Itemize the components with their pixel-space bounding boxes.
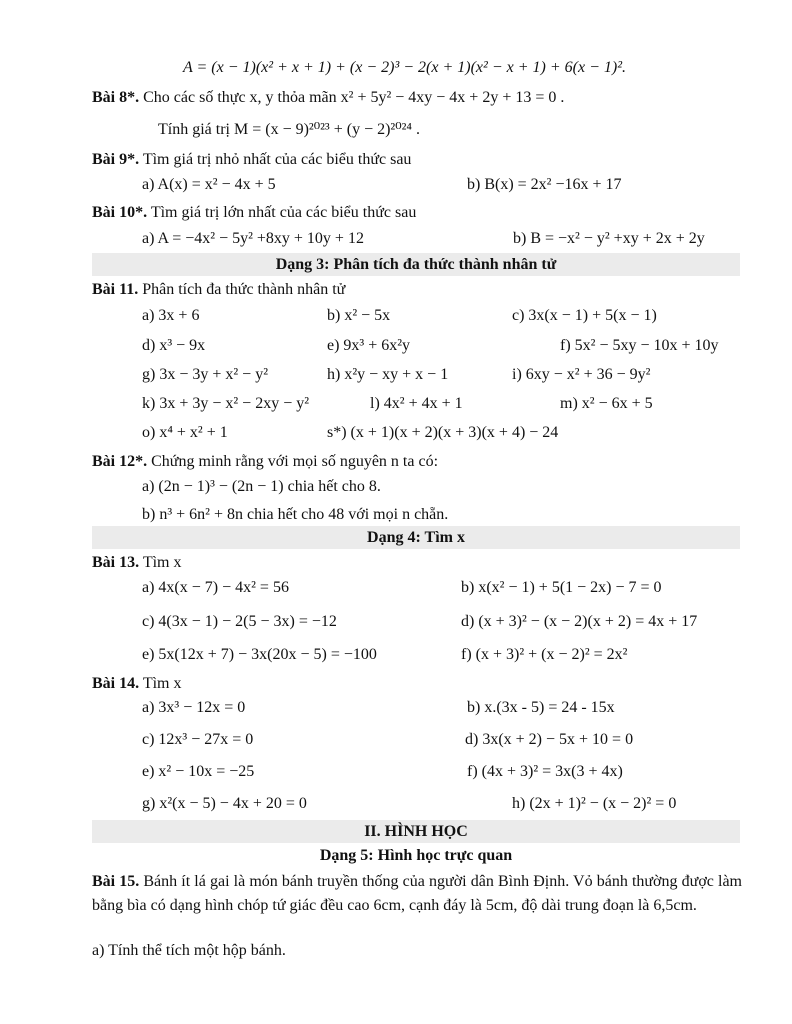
exercise-9 — [92, 150, 411, 170]
section-heading-dang-4: Dạng 4: Tìm x — [92, 526, 740, 549]
item-a: a) A(x) = x² − 4x + 5 — [142, 176, 276, 193]
item: g) x²(x − 5) − 4x + 20 = 0 — [142, 795, 307, 812]
item: e) x² − 10x = −25 — [142, 763, 255, 780]
exercise-12 — [92, 452, 438, 472]
exercise-label: Bài 8*. — [92, 89, 140, 106]
exercise-text: Bánh ít lá gai là món bánh truyền thống của người dân Bình Định. Vỏ bánh thường được làm bằng bìa có dạng hình chóp tứ giác đều cao 6cm, cạnh đáy là 5cm, độ dài trung đoạn là 6,5cm. — [92, 873, 742, 914]
item: d) 3x(x + 2) − 5x + 10 = 0 — [465, 731, 634, 748]
item: b) x² − 5x — [327, 307, 391, 324]
item-b: b) n³ + 6n² + 8n chia hết cho 48 với mọi n chẵn. — [142, 506, 449, 523]
item-a: a) (2n − 1)³ − (2n − 1) chia hết cho 8. — [142, 478, 381, 495]
exercise-text: Cho các số thực x, y thỏa mãn x² + 5y² − 4xy − 4x + 2y + 13 = 0 . — [139, 89, 565, 106]
exercise-label: Bài 15. — [92, 873, 140, 890]
item: i) 6xy − x² + 36 − 9y² — [512, 366, 651, 383]
item: c) 12x³ − 27x = 0 — [142, 731, 254, 748]
item: m) x² − 6x + 5 — [560, 395, 653, 412]
exercise-text: Phân tích đa thức thành nhân tử — [138, 281, 346, 298]
item: k) 3x + 3y − x² − 2xy − y² — [142, 395, 310, 412]
exercise-text: Tìm x — [139, 675, 182, 692]
section-heading-hinh-hoc: II. HÌNH HỌC — [92, 820, 740, 843]
item: f) (x + 3)² + (x − 2)² = 2x² — [461, 646, 628, 663]
section-heading-dang-5: Dạng 5: Hình học trực quan — [92, 844, 740, 867]
exercise-label: Bài 10*. — [92, 204, 148, 221]
item: a) 3x + 6 — [142, 307, 200, 324]
item: e) 5x(12x + 7) − 3x(20x − 5) = −100 — [142, 646, 377, 663]
item: o) x⁴ + x² + 1 — [142, 424, 228, 441]
exercise-text: Tìm giá trị nhỏ nhất của các biểu thức sau — [139, 151, 412, 168]
item-a: a) A = −4x² − 5y² +8xy + 10y + 12 — [142, 230, 364, 247]
item: d) (x + 3)² − (x − 2)(x + 2) = 4x + 17 — [461, 613, 698, 630]
exercise-11 — [92, 280, 345, 300]
item-b: b) B(x) = 2x² −16x + 17 — [467, 176, 622, 193]
exercise-8 — [92, 88, 564, 108]
item: s*) (x + 1)(x + 2)(x + 3)(x + 4) − 24 — [327, 424, 559, 441]
exercise-14 — [92, 674, 182, 694]
exercise-label: Bài 12*. — [92, 453, 148, 470]
section-heading-dang-3: Dạng 3: Phân tích đa thức thành nhân tử — [92, 253, 740, 276]
exercise-text: Tìm giá trị lớn nhất của các biểu thức sau — [147, 204, 417, 221]
item-b: b) B = −x² − y² +xy + 2x + 2y — [513, 230, 705, 247]
item: h) (2x + 1)² − (x − 2)² = 0 — [512, 795, 677, 812]
item: f) 5x² − 5xy − 10x + 10y — [560, 337, 719, 354]
item: e) 9x³ + 6x²y — [327, 337, 411, 354]
item-a: a) Tính thể tích một hộp bánh. — [92, 942, 286, 959]
item: b) x.(3x - 5) = 24 - 15x — [467, 699, 615, 716]
item: f) (4x + 3)² = 3x(3 + 4x) — [467, 763, 623, 780]
exercise-label: Bài 9*. — [92, 151, 140, 168]
item: a) 4x(x − 7) − 4x² = 56 — [142, 579, 289, 596]
exercise-15 — [92, 870, 742, 918]
item: c) 3x(x − 1) + 5(x − 1) — [512, 307, 657, 324]
exercise-8-subtask: Tính giá trị M = (x − 9)²⁰²³ + (y − 2)²⁰²⁴ . — [158, 121, 421, 138]
intro-expression: A = (x − 1)(x² + x + 1) + (x − 2)³ − 2(x + 1)(x² − x + 1) + 6(x − 1)². — [183, 59, 626, 76]
exercise-text: Tìm x — [139, 554, 182, 571]
item: d) x³ − 9x — [142, 337, 206, 354]
item: c) 4(3x − 1) − 2(5 − 3x) = −12 — [142, 613, 337, 630]
item: b) x(x² − 1) + 5(1 − 2x) − 7 = 0 — [461, 579, 662, 596]
exercise-text: Chứng minh rằng với mọi số nguyên n ta có: — [147, 453, 439, 470]
exercise-label: Bài 14. — [92, 675, 140, 692]
exercise-label: Bài 13. — [92, 554, 140, 571]
item: h) x²y − xy + x − 1 — [327, 366, 449, 383]
exercise-10 — [92, 203, 416, 223]
item: a) 3x³ − 12x = 0 — [142, 699, 246, 716]
item: l) 4x² + 4x + 1 — [370, 395, 463, 412]
item: g) 3x − 3y + x² − y² — [142, 366, 268, 383]
exercise-13 — [92, 553, 182, 573]
exercise-label: Bài 11. — [92, 281, 139, 298]
